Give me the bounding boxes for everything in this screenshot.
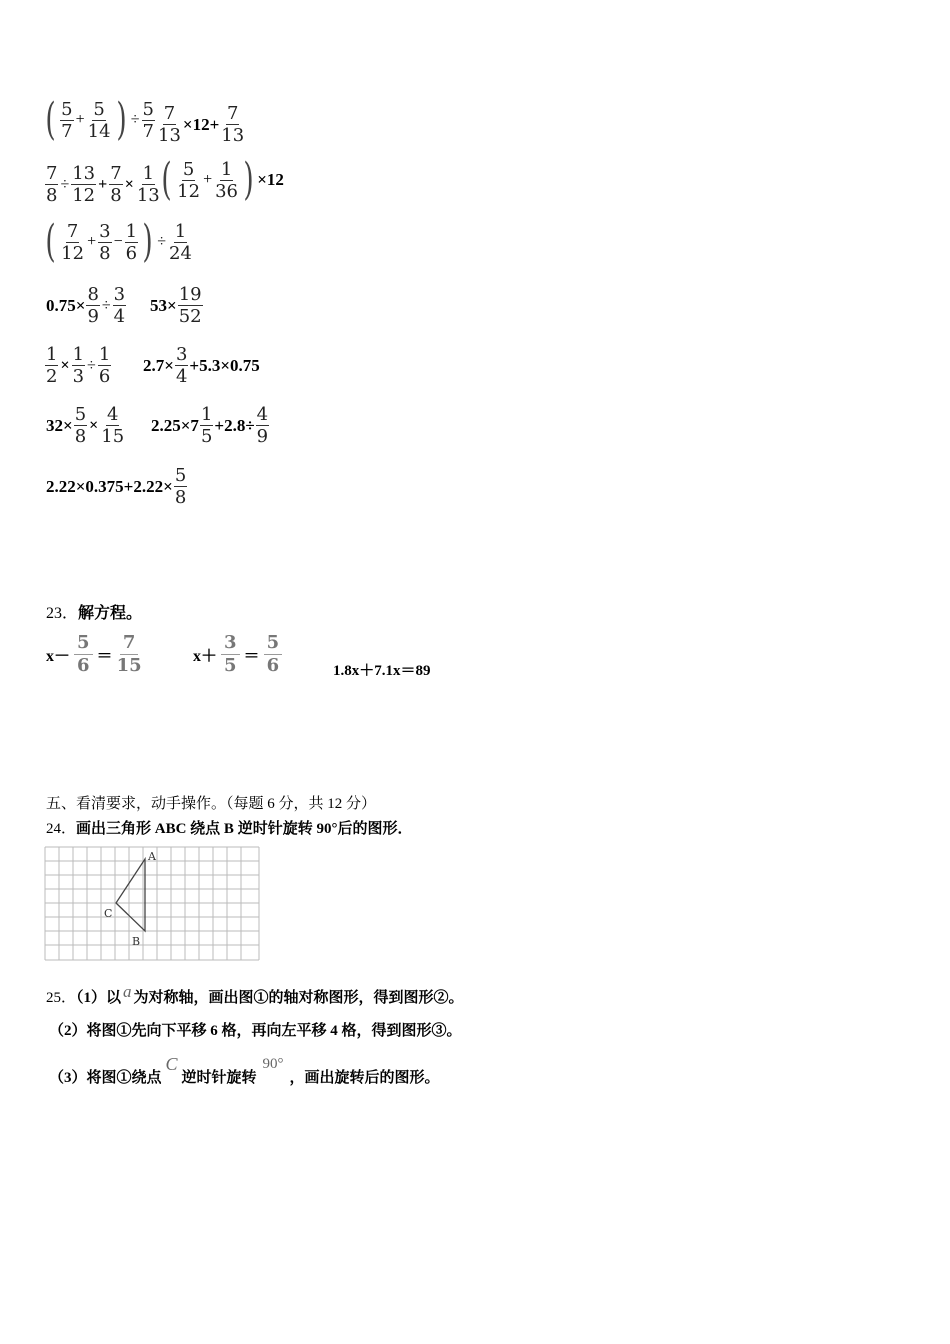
section5-title: 五、看清要求，动手操作。（每题 6 分，共 12 分） xyxy=(46,796,377,812)
fraction: $\frac{5}{7}$ xyxy=(142,98,154,142)
calc-r6b: 2.25×7 1 5 +2.8÷ $\frac{4}{9}$ xyxy=(151,404,269,447)
label-a: A xyxy=(148,850,156,863)
q23-equation-1: x－ 5 6 ＝ 7 15 xyxy=(46,632,142,676)
fraction: 3 5 xyxy=(221,632,240,677)
fraction: $\frac{1}{24}$ xyxy=(169,220,192,264)
angle-90: 90° xyxy=(262,1056,284,1072)
fraction: $\frac{1}{6}$ xyxy=(125,220,138,264)
calc-r4a: 0.75× $\frac{8}{9}$ ÷ $\frac{3}{4}$ xyxy=(46,284,126,327)
fraction: $\frac{4}{15}$ xyxy=(101,404,125,447)
fraction: 5 7 xyxy=(61,98,73,142)
grid xyxy=(45,847,259,960)
fraction: 7 12 xyxy=(61,220,85,264)
fraction: 7 15 xyxy=(116,632,142,676)
fraction: $\frac{7}{13}$ xyxy=(221,103,245,146)
calc-r2b: ( 5 12 + $\frac{1}{36}$ ) ×12 xyxy=(161,154,284,205)
fraction: $\frac{3}{4}$ xyxy=(175,344,188,387)
calc-r2a: $\frac{7}{8}$ ÷ $\frac{13}{12}$ + $\frac{7}{8}$ × $\frac{1}{13}$ xyxy=(46,163,160,206)
q23-equation-3: 1.8x＋7.1x＝89 xyxy=(333,663,431,679)
fraction: $\frac{4}{9}$ xyxy=(256,404,269,447)
fraction: $\frac{1}{3}$ xyxy=(72,344,85,387)
fraction: $\frac{7}{13}$ xyxy=(158,103,181,146)
label-b: B xyxy=(132,935,141,948)
right-paren: ) xyxy=(115,94,127,145)
calc-r5a: $\frac{1}{2}$ × $\frac{1}{3}$ ÷ $\frac{1}{6}$ xyxy=(46,344,111,387)
left-paren: ( xyxy=(161,154,172,205)
left-paren: ( xyxy=(45,94,56,145)
calc-r1b: $\frac{7}{13}$ ×12+ $\frac{7}{13}$ xyxy=(158,103,245,146)
right-paren: ) xyxy=(243,154,254,205)
fraction: $\frac{19}{52}$ xyxy=(178,284,202,327)
q25-part1: 25．（1）以 a 为对称轴，画出图①的轴对称图形，得到图形②。 xyxy=(46,982,464,1006)
fraction: $\frac{7}{8}$ xyxy=(110,163,122,206)
fraction: $\frac{1}{36}$ xyxy=(215,158,239,202)
fraction: $\frac{5}{8}$ xyxy=(74,404,87,447)
fraction: $\frac{13}{12}$ xyxy=(72,163,96,206)
fraction: $\frac{1}{6}$ xyxy=(98,344,111,387)
fraction: 5 12 xyxy=(177,158,201,202)
left-paren: ( xyxy=(45,216,56,267)
calc-r7: 2.22×0.375+2.22× $\frac{5}{8}$ xyxy=(46,465,187,508)
fraction: 5 6 xyxy=(264,632,283,677)
calc-r3: ( 7 12 + $\frac{3}{8}$ − $\frac{1}{6}$ ) ÷ $\frac{1}{24}$ xyxy=(45,216,192,267)
calc-r5b: 2.7× $\frac{3}{4}$ +5.3×0.75 xyxy=(143,344,260,387)
fraction: $\frac{3}{4}$ xyxy=(113,284,126,327)
fraction: 1 5 xyxy=(200,404,213,447)
var-a: a xyxy=(123,982,132,1001)
fraction: $\frac{5}{8}$ xyxy=(174,465,187,508)
calc-r4b: 53× $\frac{19}{52}$ xyxy=(150,284,202,327)
fraction: $\frac{1}{13}$ xyxy=(136,163,160,206)
q25-part3: （3）将图①绕点C逆时针旋转90°，画出旋转后的图形。 xyxy=(49,1054,440,1086)
fraction: $\frac{3}{8}$ xyxy=(99,220,111,264)
q24-grid-figure xyxy=(44,846,262,964)
calc-r1a: ( 5 7 + $\frac{5}{14}$ ) ÷ $\frac{5}{7}$ xyxy=(45,94,154,145)
fraction: $\frac{5}{14}$ xyxy=(87,98,111,142)
label-c: C xyxy=(104,907,113,920)
q23-equation-2: x＋ 3 5 ＝ 5 6 xyxy=(193,632,286,677)
q25-part2: （2）将图①先向下平移 6 格，再向左平移 4 格，得到图形③。 xyxy=(49,1023,462,1039)
q23-heading: 23．解方程。 xyxy=(46,605,143,622)
fraction: 5 6 xyxy=(74,632,93,677)
right-paren: ) xyxy=(142,216,153,267)
q24-text: 24．画出三角形 ABC 绕点 B 逆时针旋转 90°后的图形． xyxy=(46,821,413,837)
fraction: $\frac{1}{2}$ xyxy=(46,344,58,387)
triangle-abc xyxy=(116,859,145,931)
calc-r6a: 32× $\frac{5}{8}$ × $\frac{4}{15}$ xyxy=(46,404,125,447)
fraction: $\frac{8}{9}$ xyxy=(87,284,99,327)
var-c: C xyxy=(165,1054,178,1074)
fraction: $\frac{7}{8}$ xyxy=(46,163,58,206)
